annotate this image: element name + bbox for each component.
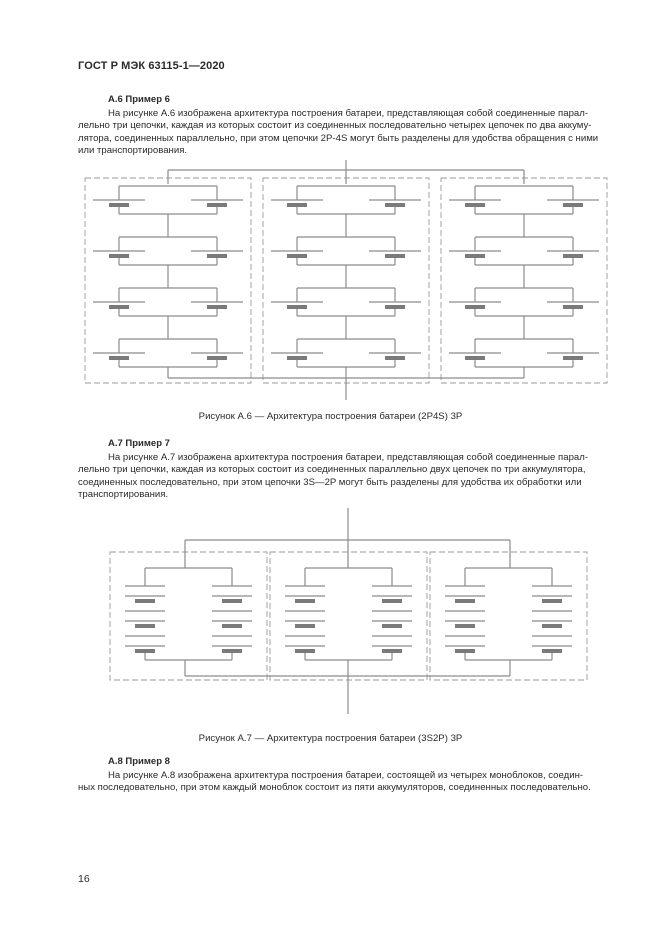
text-line: лельно три цепочки, каждая из которых состоит из соединенных последовательно четырех цепочек по два аккуму- xyxy=(78,120,592,132)
text-line: лельно три цепочки, каждая из которых состоит из соединенных параллельно двух цепочек по три аккумулятора, xyxy=(78,464,586,476)
cell-negative-plate xyxy=(295,649,315,653)
page-number: 16 xyxy=(78,873,90,885)
text-line: лятора, соединенных параллельно, при этом цепочки 2Р-4S могут быть разделены для удобства обращения с ними xyxy=(78,132,599,144)
cell-negative-plate xyxy=(542,599,562,603)
text-line: ных последовательно, при этом каждый моноблок состоит из пяти аккумуляторов, соединенных последовательно. xyxy=(78,782,591,794)
text-line: соединенных последовательно, при этом цепочки 3S—2P могут быть разделены для удобства их обработки или xyxy=(78,476,582,488)
cell-negative-plate xyxy=(135,624,155,628)
section-heading-a6: А.6 Пример 6 xyxy=(108,94,170,105)
document-header: ГОСТ Р МЭК 63115-1—2020 xyxy=(78,60,225,72)
cell-negative-plate xyxy=(382,649,402,653)
cell-negative-plate xyxy=(295,599,315,603)
cell-negative-plate xyxy=(455,599,475,603)
cell-negative-plate xyxy=(455,624,475,628)
text-line: или транспортирования. xyxy=(78,144,188,156)
text-line: транспортирования. xyxy=(78,488,169,500)
figure-a7-caption: Рисунок А.7 — Архитектура построения батареи (3S2P) 3P xyxy=(198,733,463,744)
cell-negative-plate xyxy=(222,599,242,603)
section-heading-a8: А.8 Пример 8 xyxy=(108,756,170,767)
cell-negative-plate xyxy=(295,624,315,628)
cell-negative-plate xyxy=(542,649,562,653)
module-boundary xyxy=(110,552,267,680)
figure-a6-caption: Рисунок А.6 — Архитектура построения батареи (2P4S) 3P xyxy=(198,411,463,422)
cell-negative-plate xyxy=(382,624,402,628)
cell-negative-plate xyxy=(222,624,242,628)
cell-negative-plate xyxy=(382,599,402,603)
text-line: На рисунке А.6 изображена архитектура построения батареи, представляющая собой соединенные парал- xyxy=(108,108,589,119)
cell-negative-plate xyxy=(542,624,562,628)
section-heading-a7: А.7 Пример 7 xyxy=(108,438,170,449)
cell-negative-plate xyxy=(455,649,475,653)
text-line: На рисунке А.8 изображена архитектура построения батареи, состоящей из четырех моноблоков, соедин- xyxy=(108,770,584,781)
section-text-a8 xyxy=(78,770,608,795)
cell-negative-plate xyxy=(222,649,242,653)
cell-negative-plate xyxy=(135,599,155,603)
text-line: На рисунке А.7 изображена архитектура построения батареи, представляющая собой соединенные парал- xyxy=(108,452,589,463)
module-boundary xyxy=(430,552,587,680)
cell-negative-plate xyxy=(135,649,155,653)
